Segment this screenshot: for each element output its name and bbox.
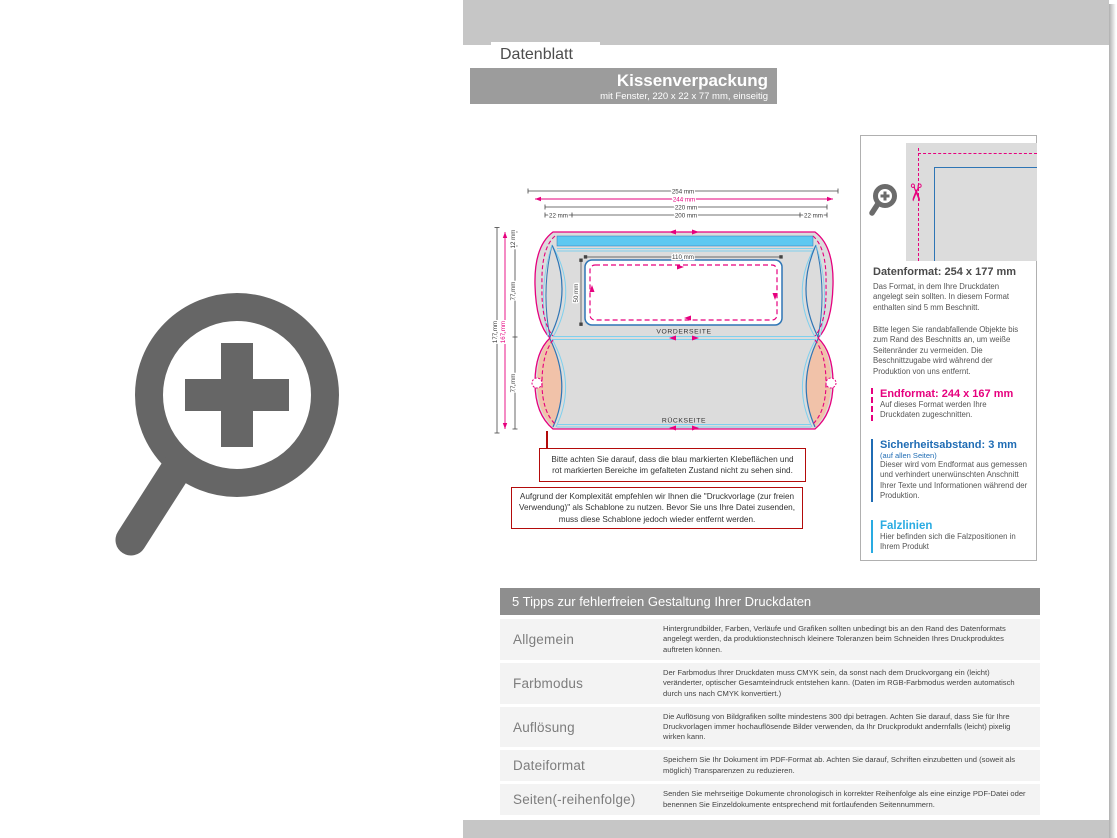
tips-row-label: Seiten(-reihenfolge)	[513, 792, 636, 807]
cut-dashed-line-v	[918, 148, 919, 261]
dim-12: 12 mm	[510, 229, 517, 249]
tips-header-label: 5 Tipps zur fehlerfreien Gestaltung Ihrer Druckdaten	[512, 594, 812, 609]
sicherheitsabstand-body: Dieser wird vom Endformat aus gemessen und verhindert unerwünschten Anschnitt Ihrer Texte und Informationen während der Produktion.	[880, 460, 1028, 501]
page-edge-shadow	[1109, 4, 1116, 838]
dim-arrow	[503, 232, 507, 238]
dim-167: 167 mm	[500, 320, 507, 344]
scissors-icon: ✂	[901, 182, 929, 203]
dim-200: 200 mm	[674, 212, 698, 220]
datenformat-body2: Bitte legen Sie randabfallende Objekte bis zum Rand des Beschnitts an, um weiße Seitenränder zu vermeiden. Die Beschnittzugabe wird während der Produktion von uns entfernt.	[873, 325, 1019, 376]
rueckseite-label: RÜCKSEITE	[661, 417, 707, 425]
thumb-notch	[532, 378, 542, 388]
page-top-bar	[463, 0, 1109, 45]
dim-177: 177 mm	[492, 320, 499, 344]
datenblatt-tab	[491, 42, 600, 68]
tips-row-text: Der Farbmodus Ihrer Druckdaten muss CMYK sein, da sonst nach dem Druckvorgang ein (leicht) veränderter, optischer Gesamteindruck entstehen kann. (Daten im RGB-Farbmodus werden automatisch durch uns nach CMYK konvertiert.)	[663, 668, 1015, 698]
endformat-heading: Endformat: 244 x 167 mm	[880, 388, 1014, 400]
tips-row-label: Auflösung	[513, 719, 575, 735]
tips-row-dateiformat	[500, 750, 1040, 781]
magnifier-zoom-icon[interactable]	[105, 275, 365, 565]
datenformat-section	[873, 266, 1028, 278]
tips-header	[500, 588, 1040, 615]
tips-row-label: Allgemein	[513, 632, 575, 647]
tips-row-farbmodus	[500, 663, 1040, 704]
falzlinien-section	[871, 520, 1028, 553]
endformat-section	[871, 388, 1028, 421]
dim-end	[779, 255, 782, 258]
dim-arrow	[535, 197, 541, 201]
dim-254: 254 mm	[671, 188, 695, 196]
datenformat-body1: Das Format, in dem Ihre Druckdaten angelegt sein sollten. In diesem Format enthalten sind 5 mm Beschnitt.	[873, 282, 1010, 312]
sicherheitsabstand-sub: (auf allen Seiten)	[880, 451, 937, 460]
note-template-usage: Aufgrund der Komplexität empfehlen wir Ihnen die "Druckvorlage (zur freien Verwendung)" als Schablone zu nutzen. Bevor Sie uns Ihre Datei zusenden, muss diese Schablone jedoch wieder entfernt werden.	[511, 487, 803, 529]
dim-244: 244 mm	[672, 196, 696, 204]
dim-window-width: 110 mm	[672, 254, 694, 261]
dim-end	[579, 323, 582, 326]
info-panel	[860, 135, 1037, 561]
sicherheitsabstand-section	[871, 439, 1028, 502]
dim-end	[584, 255, 587, 258]
product-title-bar	[470, 68, 777, 104]
page-bottom-bar	[463, 820, 1109, 838]
dim-end	[579, 259, 582, 262]
dim-77-top: 77 mm	[510, 281, 517, 301]
note-fold-visibility: Bitte achten Sie darauf, dass die blau markierten Klebeflächen und rot markierten Bereiche im gefalteten Zustand nicht zu sehen sind.	[539, 448, 806, 482]
glue-strip	[557, 236, 813, 246]
tips-row-text: Senden Sie mehrseitige Dokumente chronologisch in korrekter Reihenfolge als eine einzige PDF-Datei oder benennen Sie Einzeldokumente entsprechend mit fortlaufenden Seitennummern.	[663, 789, 1026, 809]
dim-window-height: 50 mm	[573, 283, 580, 303]
endformat-body: Auf dieses Format werden Ihre Druckdaten zugeschnitten.	[880, 400, 987, 420]
datenformat-heading: Datenformat: 254 x 177 mm	[873, 266, 1017, 278]
tips-row-text: Die Auflösung von Bildgrafiken sollte mindestens 300 dpi betragen. Achten Sie darauf, dass Sie für Ihre Druckvorlagen immer hochauflösende Bilder verwenden, da Ihr Druckprodukt andernfalls (leicht) pixelig wirken kann.	[663, 711, 1011, 742]
tips-row-allgemein	[500, 619, 1040, 660]
tips-row-aufloesung	[500, 707, 1040, 747]
dim-220: 220 mm	[674, 204, 698, 212]
dim-arrow	[503, 423, 507, 429]
window-cutout	[585, 260, 782, 325]
vorderseite-label: VORDERSEITE	[656, 328, 712, 336]
tips-row-seitenreihenfolge	[500, 784, 1040, 815]
note-connector-line	[546, 431, 548, 448]
dim-22-right: 22 mm	[804, 212, 823, 220]
thumb-notch	[826, 378, 836, 388]
dim-77-bottom: 77 mm	[510, 373, 517, 393]
tips-row-text: Hintergrundbilder, Farben, Verläufe und Grafiken sollten unbedingt bis an den Rand des Datenformats angelegt werden, da produktionstechnisch kleinere Toleranzen beim Schneiden Ihres Druckproduktes auftreten können.	[663, 624, 1006, 654]
datenblatt-tab-label: Datenblatt	[500, 46, 573, 63]
tips-row-label: Farbmodus	[513, 676, 584, 691]
product-title: Kissenverpackung	[616, 71, 768, 90]
tips-row-label: Dateiformat	[513, 758, 585, 773]
magnifier-plus-icon	[868, 182, 900, 220]
falzlinien-heading: Falzlinien	[880, 520, 933, 532]
cut-dashed-line-h	[918, 153, 1037, 154]
dim-arrow	[827, 197, 833, 201]
sicherheitsabstand-heading: Sicherheitsabstand: 3 mm	[880, 439, 1017, 451]
safety-line-v	[934, 167, 935, 261]
tips-row-text: Speichern Sie Ihr Dokument im PDF-Format ab. Achten Sie darauf, Schriften einzubetten und (soweit als möglich) Transparenzen zu reduzieren.	[663, 755, 1016, 775]
safety-line-h	[934, 167, 1037, 168]
product-subtitle: mit Fenster, 220 x 22 x 77 mm, einseitig	[600, 91, 768, 102]
die-cut-diagram	[487, 186, 850, 448]
dim-22-left: 22 mm	[549, 212, 568, 220]
falzlinien-body: Hier befinden sich die Falzpositionen in Ihrem Produkt	[880, 532, 1016, 552]
